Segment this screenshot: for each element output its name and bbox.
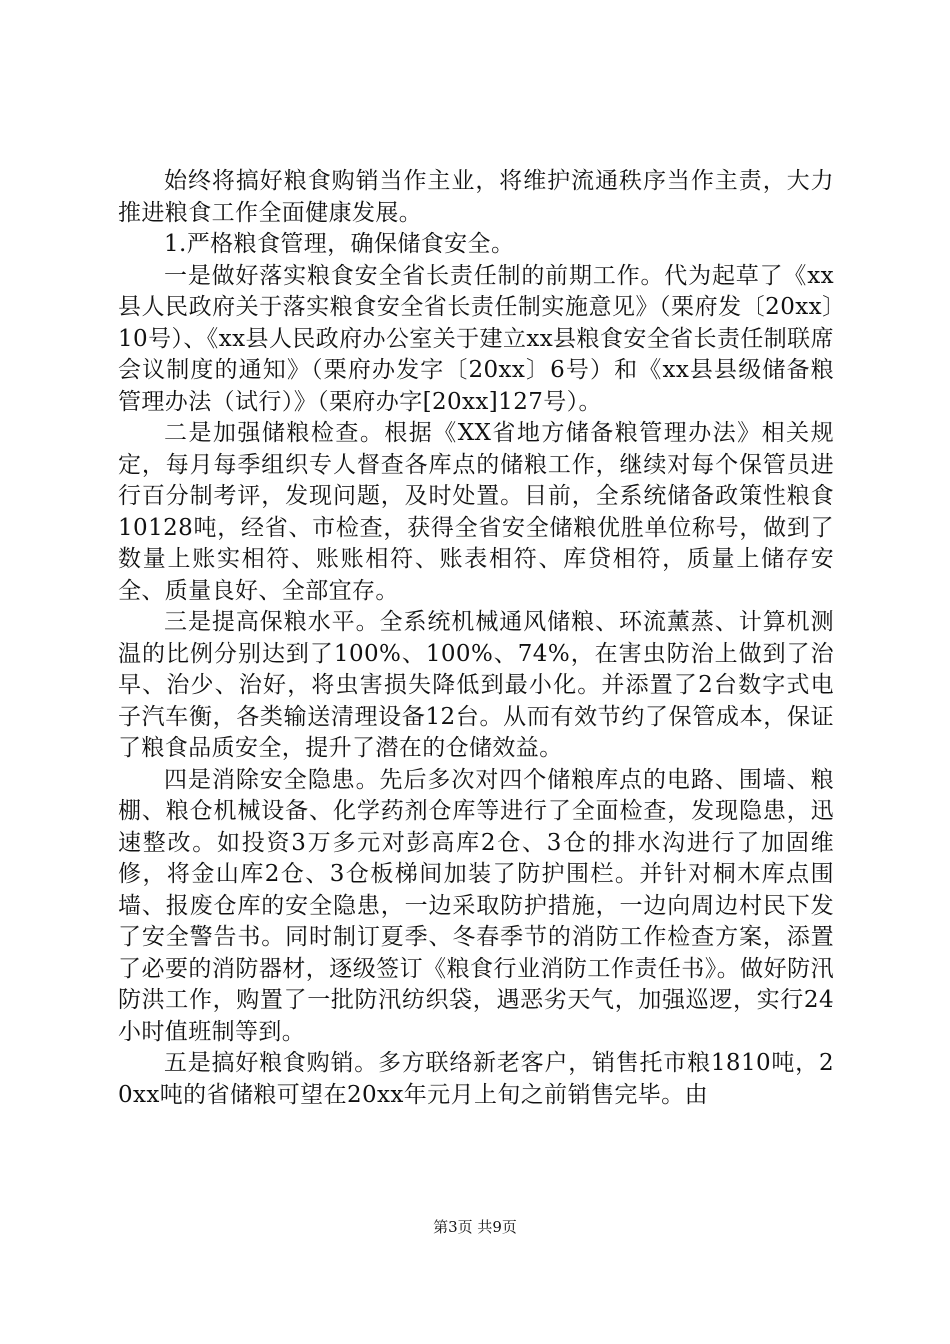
paragraph-item-two: 二是加强储粮检查。根据《XX省地方储备粮管理办法》相关规定，每月每季组织专人督查各库点的储粮工作，继续对每个保管员进行百分制考评，发现问题，及时处置。目前，全系统储备政策性粮食10128吨，经省、市检查，获得全省安全储粮优胜单位称号，做到了数量上账实相符、账账相符、账表相符、库贷相符，质量上储存安全、质量良好、全部宜存。 — [118, 420, 834, 604]
page-footer — [0, 1216, 950, 1237]
paragraph-section-heading: 1.严格粮食管理，确保储食安全。 — [164, 231, 515, 257]
paragraph-item-one: 一是做好落实粮食安全省长责任制的前期工作。代为起草了《xx县人民政府关于落实粮食安全省长责任制实施意见》（栗府发〔20xx〕10号）、《xx县人民政府办公室关于建立xx县粮食安全省长责任制联席会议制度的通知》（栗府办发字〔20xx〕6号）和《xx县县级储备粮管理办法（试行）》（栗府办字[20xx]127号）。 — [118, 262, 834, 415]
paragraph-item-five: 五是搞好粮食购销。多方联络新老客户，销售托市粮1810吨，20xx吨的省储粮可望在20xx年元月上旬之前销售完毕。由 — [118, 1050, 834, 1108]
paragraph-item-four: 四是消除安全隐患。先后多次对四个储粮库点的电路、围墙、粮棚、粮仓机械设备、化学药剂仓库等进行了全面检查，发现隐患，迅速整改。如投资3万多元对彭高库2仓、3仓的排水沟进行了加固维修，将金山库2仓、3仓板梯间加装了防护围栏。并针对桐木库点围墙、报废仓库的安全隐患，一边采取防护措施，一边向周边村民下发了安全警告书。同时制订夏季、冬春季节的消防工作检查方案，添置了必要的消防器材，逐级签订《粮食行业消防工作责任书》。做好防汛防洪工作，购置了一批防汛纺织袋，遇恶劣天气，加强巡逻，实行24小时值班制等到。 — [118, 766, 834, 1045]
paragraph-intro: 始终将搞好粮食购销当作主业，将维护流通秩序当作主责，大力推进粮食工作全面健康发展。 — [118, 168, 834, 226]
document-body — [118, 166, 834, 1111]
page-number: 第3页 共9页 — [433, 1218, 517, 1236]
paragraph-item-three: 三是提高保粮水平。全系统机械通风储粮、环流薰蒸、计算机测温的比例分别达到了100%、100%、74%，在害虫防治上做到了治早、治少、治好，将虫害损失降低到最小化。并添置了2台数字式电子汽车衡，各类输送清理设备12台。从而有效节约了保管成本，保证了粮食品质安全，提升了潜在的仓储效益。 — [118, 609, 834, 761]
